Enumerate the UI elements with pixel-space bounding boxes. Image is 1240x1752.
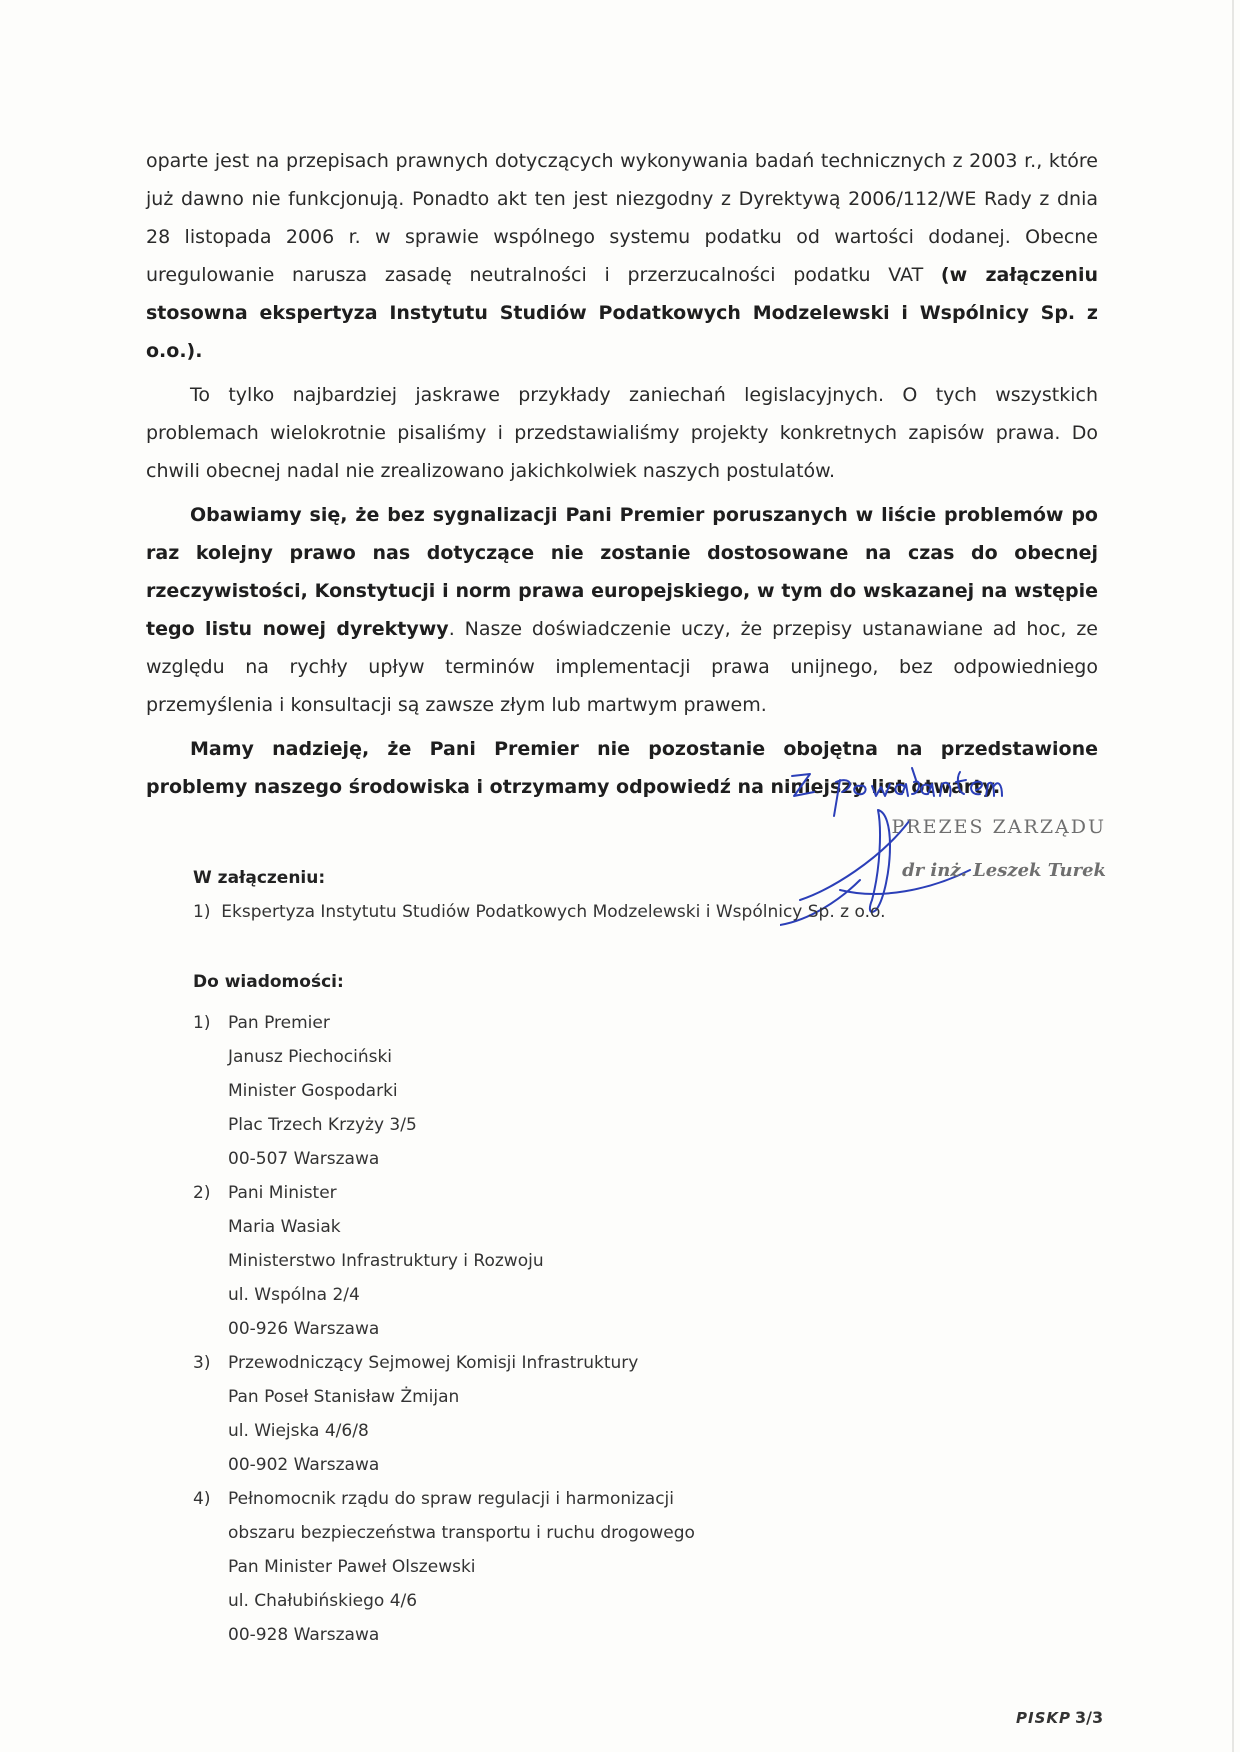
attachments-heading: W załączeniu: [193,868,326,888]
concern-bold: Obawiamy się, że bez sygnalizacji Pani Premier poruszanych w liście problemów po raz kolejny prawo nas dotyczące nie zostanie dostosowane na czas do obecnej rzeczywistości, Konstytucji i norm prawa europejskiego, w tym do wskazanej na wstępie tego listu nowej dyrektywy [146,504,1098,640]
cc-entry: 1) Pan Premier Janusz Piechociński Minister Gospodarki Plac Trzech Krzyży 3/5 00-507 Warszawa [193,1013,417,1169]
paragraph-closing: Mamy nadzieję, że Pani Premier nie pozostanie obojętna na przedstawione problemy naszego środowiska i otrzymamy odpowiedź na niniejszy list otwarty. [146,738,1098,798]
letter-body [146,142,1098,812]
stamp-title: PREZES ZARZĄDU [891,816,1106,838]
cc-heading: Do wiadomości: [193,972,344,992]
paragraph-concern: Obawiamy się, że bez sygnalizacji Pani Premier poruszanych w liście problemów po raz kolejny prawo nas dotyczące nie zostanie dostosowane na czas do obecnej rzeczywistości, Konstytucji i norm prawa europejskiego, w tym do wskazanej na wstępie tego listu nowej dyrektywy. Nasze doświadczenie uczy, że przepisy ustanawiane ad hoc, ze względu na rychły upływ terminów implementacji prawa unijnego, bez odpowiedniego przemyślenia i konsultacji są zawsze złym lub martwym prawem. [146,504,1098,716]
paragraph-vat: oparte jest na przepisach prawnych dotyczących wykonywania badań technicznych z 2003 r., które już dawno nie funkcjonują. Ponadto akt ten jest niezgodny z Dyrektywą 2006/112/WE Rady z dnia 28 listopada 2006 r. w sprawie wspólnego systemu podatku od wartości dodanej. Obecne uregulowanie narusza zasadę neutralności i przerzucalności podatku VAT (w załączeniu stosowna ekspertyza Instytutu Studiów Podatkowych Modzelewski i Wspólnicy Sp. z o.o.). [146,150,1098,362]
attachment-note: (w załączeniu stosowna ekspertyza Instytutu Studiów Podatkowych Modzelewski i Wspólnicy Sp. z o.o.). [146,264,1098,362]
official-stamp [876,816,1106,881]
cc-entry: 2) Pani Minister Maria Wasiak Ministerstwo Infrastruktury i Rozwoju ul. Wspólna 2/4 00-926 Warszawa [193,1183,544,1339]
cc-entry: 4) Pełnomocnik rządu do spraw regulacji i harmonizacji obszaru bezpieczeństwa transportu i ruchu drogowego Pan Minister Paweł Olszewski ul. Chałubińskiego 4/6 00-928 Warszawa [193,1489,695,1645]
scan-edge [1232,0,1234,1752]
stamp-name: dr inż. Leszek Turek [902,860,1106,881]
cc-entry: 3) Przewodniczący Sejmowej Komisji Infrastruktury Pan Poseł Stanisław Żmijan ul. Wiejska 4/6/8 00-902 Warszawa [193,1353,639,1475]
piskp-logo: PISKP [1016,1709,1071,1727]
page-number: 3/3 [1075,1708,1104,1727]
paragraph-legislative-neglect: To tylko najbardziej jaskrawe przykłady zaniechań legislacyjnych. O tych wszystkich problemach wielokrotnie pisaliśmy i przedstawialiśmy projekty konkretnych zapisów prawa. Do chwili obecnej nadal nie zrealizowano jakichkolwiek naszych postulatów. [146,384,1098,482]
cc-list [193,1006,695,1652]
page-footer [1016,1708,1103,1727]
attachment-item: 1) Ekspertyza Instytutu Studiów Podatkowych Modzelewski i Wspólnicy Sp. z o.o. [193,902,886,922]
